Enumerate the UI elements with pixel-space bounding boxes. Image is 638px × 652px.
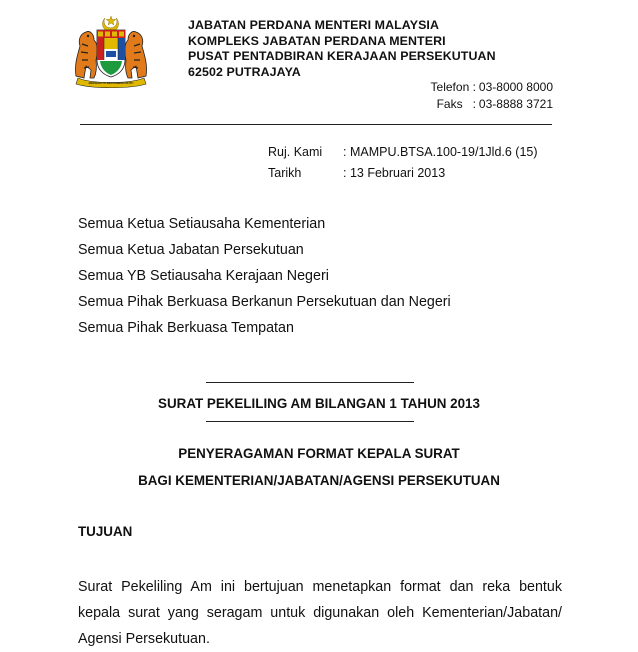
tarikh-value: : 13 Februari 2013: [343, 166, 446, 180]
malaysia-coat-of-arms-icon: [70, 14, 152, 88]
ruj-label: Ruj. Kami: [268, 145, 323, 159]
agency-line: PUSAT PENTADBIRAN KERAJAAN PERSEKUTUAN: [188, 49, 496, 63]
phone-value: 03-8000 8000: [478, 80, 553, 94]
recipient-item: Semua Ketua Jabatan Persekutuan: [78, 242, 304, 258]
recipient-item: Semua Pihak Berkuasa Tempatan: [78, 320, 294, 336]
body-line: Surat Pekeliling Am ini bertujuan menetapkan format dan reka bentuk: [78, 579, 562, 595]
fax-row: [400, 96, 553, 113]
letterhead-divider: [80, 124, 552, 125]
agency-address: [188, 18, 496, 80]
agency-line: KOMPLEKS JABATAN PERDANA MENTERI: [188, 33, 446, 48]
title-rule-bottom: [206, 421, 414, 422]
tarikh-label: Tarikh: [268, 166, 302, 180]
recipient-item: Semua Ketua Setiausaha Kementerian: [78, 216, 326, 232]
body-line: kepala surat yang seragam untuk digunakan oleh Kementerian/Jabatan/: [78, 605, 562, 621]
reference-block: [268, 142, 538, 184]
recipient-item: Semua Pihak Berkuasa Berkanun Persekutuan dan Negeri: [78, 294, 451, 310]
title-rule-top: [206, 382, 414, 383]
recipient-list: [78, 211, 451, 341]
body-line: Agensi Persekutuan.: [78, 631, 210, 647]
fax-value: 03-8888 3721: [478, 96, 553, 111]
ruj-row: [268, 142, 538, 163]
agency-line: JABATAN PERDANA MENTERI MALAYSIA: [188, 18, 440, 32]
subject-line: PENYERAGAMAN FORMAT KEPALA SURAT: [178, 446, 460, 461]
phone-row: [400, 79, 553, 96]
phone-label: Telefon :: [430, 80, 476, 94]
agency-line: 62502 PUTRAJAYA: [188, 64, 301, 79]
ruj-value: : MAMPU.BTSA.100-19/1Jld.6 (15): [343, 145, 538, 159]
tarikh-row: [268, 163, 538, 184]
body-paragraph: [78, 574, 562, 652]
section-heading: TUJUAN: [78, 524, 133, 539]
contact-block: [400, 79, 553, 112]
fax-label: Faks :: [436, 96, 476, 111]
circular-title: SURAT PEKELILING AM BILANGAN 1 TAHUN 2013: [158, 396, 480, 411]
crest-motto: BERSEKUTU BERTAMBAH MUTU: [88, 82, 134, 85]
recipient-item: Semua YB Setiausaha Kerajaan Negeri: [78, 268, 329, 284]
subject-line: BAGI KEMENTERIAN/JABATAN/AGENSI PERSEKUTUAN: [138, 473, 500, 488]
